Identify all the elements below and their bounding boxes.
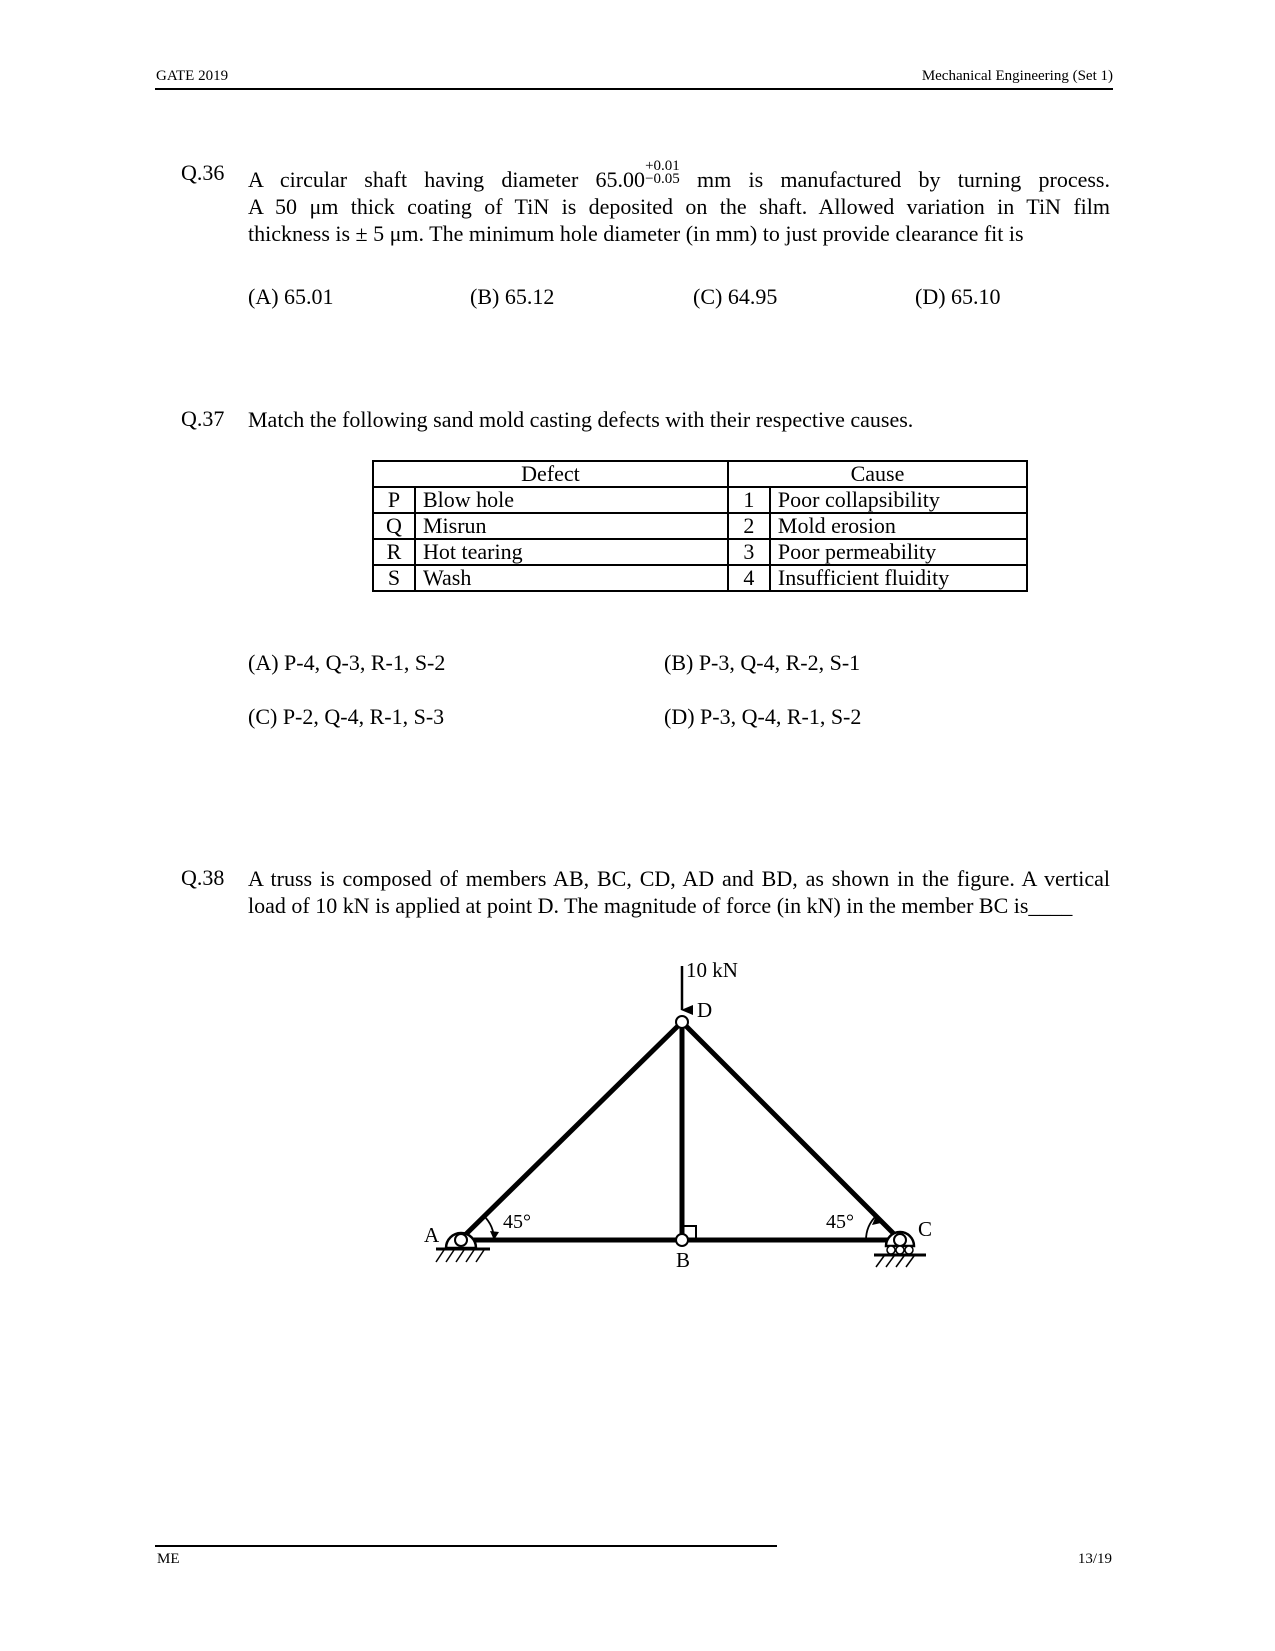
q36-line2: A 50 μm thick coating of TiN is deposited on the shaft. Allowed variation in TiN film	[248, 193, 1110, 219]
q37-option-c: (C) P-2, Q-4, R-1, S-3	[248, 704, 445, 729]
defect-header: Defect	[373, 461, 728, 487]
footer-rule	[155, 1545, 777, 1547]
cause-num: 1	[728, 487, 770, 513]
header-left: GATE 2019	[156, 68, 229, 84]
defect-key: S	[373, 565, 415, 591]
cause-name: Mold erosion	[770, 513, 1027, 539]
q36-number: Q.36	[181, 160, 225, 185]
defect-key: Q	[373, 513, 415, 539]
cause-num: 4	[728, 565, 770, 591]
pin-support-a	[436, 1233, 490, 1262]
q36-tol-upper: +0.01	[645, 158, 680, 174]
member-cd	[682, 1022, 900, 1240]
angle-label-a: 45°	[503, 1211, 531, 1233]
cause-name: Insufficient fluidity	[770, 565, 1027, 591]
q36-line3: thickness is ± 5 μm. The minimum hole diameter (in mm) to just provide clearance fit is	[248, 220, 1024, 246]
q36-option-b: (B) 65.12	[470, 284, 555, 309]
defect-name: Blow hole	[415, 487, 728, 513]
q36-option-a: (A) 65.01	[248, 284, 334, 309]
cause-header: Cause	[728, 461, 1027, 487]
cause-name: Poor collapsibility	[770, 487, 1027, 513]
footer-page-number: 13/19	[1077, 1551, 1112, 1567]
member-ad	[460, 1022, 682, 1240]
q36-option-d: (D) 65.10	[915, 284, 1001, 309]
defect-name: Misrun	[415, 513, 728, 539]
header-right: Mechanical Engineering (Set 1)	[921, 68, 1113, 84]
label-c: C	[918, 1217, 933, 1241]
label-b: B	[676, 1248, 691, 1272]
q37-text: Match the following sand mold casting defects with their respective causes.	[248, 407, 914, 432]
defect-name: Wash	[415, 565, 728, 591]
q38-line1: A truss is composed of members AB, BC, CD, AD and BD, as shown in the figure. A vertical	[248, 866, 1110, 891]
load-label: 10 kN	[686, 958, 738, 982]
defect-key: R	[373, 539, 415, 565]
joint-b	[676, 1234, 688, 1246]
cause-num: 3	[728, 539, 770, 565]
q38-number: Q.38	[181, 865, 225, 890]
q37-option-d: (D) P-3, Q-4, R-1, S-2	[664, 704, 862, 729]
q36-option-c: (C) 64.95	[693, 284, 778, 309]
footer-left: ME	[157, 1551, 180, 1567]
label-d: D	[697, 998, 713, 1022]
q36-tol-lower: −0.05	[645, 171, 680, 187]
q37-option-a: (A) P-4, Q-3, R-1, S-2	[248, 650, 446, 675]
defect-key: P	[373, 487, 415, 513]
cause-name: Poor permeability	[770, 539, 1027, 565]
defect-name: Hot tearing	[415, 539, 728, 565]
q36-line1-pre: A circular shaft having diameter 65.00	[248, 166, 646, 192]
joint-d	[676, 1016, 688, 1028]
q37-number: Q.37	[181, 406, 225, 431]
q38-line2: load of 10 kN is applied at point D. The magnitude of force (in kN) in the member BC is____	[248, 893, 1073, 918]
label-a: A	[424, 1223, 440, 1247]
cause-num: 2	[728, 513, 770, 539]
q36-line1-post: mm is manufactured by turning process.	[679, 166, 1110, 192]
q37-option-b: (B) P-3, Q-4, R-2, S-1	[664, 650, 861, 675]
angle-label-c: 45°	[826, 1211, 854, 1233]
